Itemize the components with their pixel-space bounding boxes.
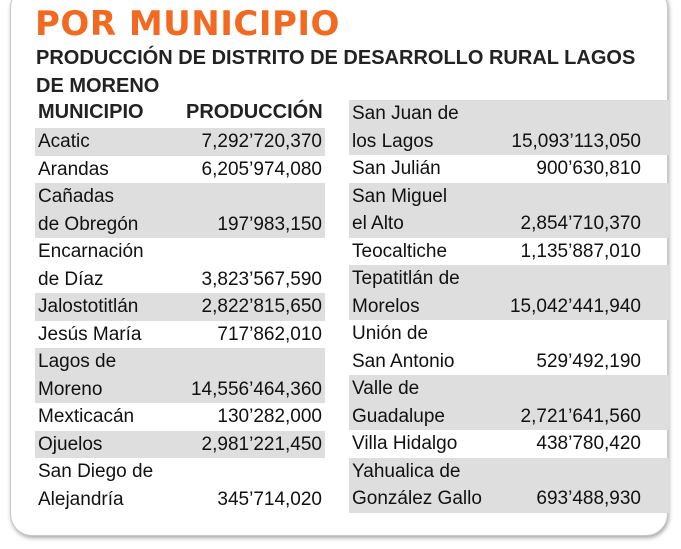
municipio-cell: Ojuelos bbox=[38, 433, 103, 455]
produccion-cell: 717’862,010 bbox=[217, 323, 322, 345]
column-header-municipio: MUNICIPIO bbox=[38, 101, 144, 123]
table-row bbox=[35, 431, 325, 459]
produccion-cell: 3,823’567,590 bbox=[201, 268, 322, 290]
table-row bbox=[349, 320, 669, 375]
produccion-cell: 2,721’641,560 bbox=[520, 405, 641, 427]
municipio-cell: Jalostotitlán bbox=[38, 296, 139, 317]
page-subtitle: PRODUCCIÓN DE DISTRITO DE DESARROLLO RURAL LAGOS DE MORENO bbox=[36, 47, 636, 97]
table-row bbox=[349, 155, 669, 183]
left-table bbox=[35, 128, 325, 513]
column-header-produccion: PRODUCCIÓN bbox=[186, 101, 323, 123]
municipio-cell: Tepatitlán de Morelos bbox=[352, 268, 460, 317]
table-row bbox=[349, 238, 669, 266]
table-row bbox=[349, 375, 669, 430]
table-row bbox=[35, 128, 325, 156]
municipio-cell: San Julián bbox=[352, 158, 441, 179]
table-row bbox=[349, 183, 669, 238]
produccion-cell: 15,042’441,940 bbox=[509, 295, 641, 317]
produccion-cell: 529’492,190 bbox=[536, 350, 641, 372]
produccion-cell: 693’488,930 bbox=[536, 488, 641, 509]
right-table bbox=[349, 100, 669, 513]
table-row bbox=[349, 430, 669, 458]
municipio-cell: Unión de San Antonio bbox=[352, 323, 455, 372]
table-row bbox=[35, 293, 325, 321]
table-row bbox=[35, 238, 325, 293]
table-row bbox=[349, 265, 669, 320]
produccion-cell: 7,292’720,370 bbox=[201, 131, 322, 152]
municipio-cell: San Miguel el Alto bbox=[352, 185, 448, 234]
municipio-cell: Yahualica de González Gallo bbox=[352, 460, 482, 509]
municipio-cell: Teocaltiche bbox=[352, 240, 448, 262]
table-row bbox=[349, 458, 669, 513]
produccion-cell: 197’983,150 bbox=[217, 213, 322, 235]
produccion-cell: 900’630,810 bbox=[536, 158, 641, 179]
produccion-cell: 130’282,000 bbox=[217, 406, 322, 427]
municipio-cell: Acatic bbox=[38, 131, 90, 152]
municipio-cell: Villa Hidalgo bbox=[352, 433, 458, 454]
table-row bbox=[35, 403, 325, 431]
produccion-cell: 345’714,020 bbox=[217, 488, 322, 510]
produccion-cell: 14,556’464,360 bbox=[190, 378, 322, 400]
table-row bbox=[35, 156, 325, 184]
produccion-cell: 2,981’221,450 bbox=[201, 433, 322, 455]
produccion-cell: 1,135’887,010 bbox=[520, 240, 641, 262]
produccion-cell: 15,093’113,050 bbox=[511, 130, 641, 152]
produccion-cell: 2,854’710,370 bbox=[520, 213, 641, 234]
table-row bbox=[35, 458, 325, 513]
municipio-cell: Arandas bbox=[38, 158, 109, 180]
table-row bbox=[35, 348, 325, 403]
municipio-cell: Jesús María bbox=[38, 323, 142, 345]
municipio-cell: Cañadas de Obregón bbox=[38, 186, 139, 235]
municipio-cell: Lagos de Moreno bbox=[38, 351, 117, 400]
produccion-cell: 2,822’815,650 bbox=[201, 296, 322, 317]
municipio-cell: Mexticacán bbox=[38, 406, 135, 427]
municipio-cell: San Diego de Alejandría bbox=[38, 461, 154, 510]
table-row bbox=[35, 183, 325, 238]
page-title: POR MUNICIPIO bbox=[35, 4, 340, 44]
municipio-cell: Valle de Guadalupe bbox=[352, 378, 445, 427]
municipio-cell: Encarnación de Díaz bbox=[38, 241, 144, 290]
municipio-cell: San Juan de los Lagos bbox=[352, 103, 459, 152]
table-row bbox=[349, 100, 669, 155]
produccion-cell: 6,205’974,080 bbox=[201, 158, 322, 180]
table-row bbox=[35, 321, 325, 349]
produccion-cell: 438’780,420 bbox=[536, 433, 641, 454]
